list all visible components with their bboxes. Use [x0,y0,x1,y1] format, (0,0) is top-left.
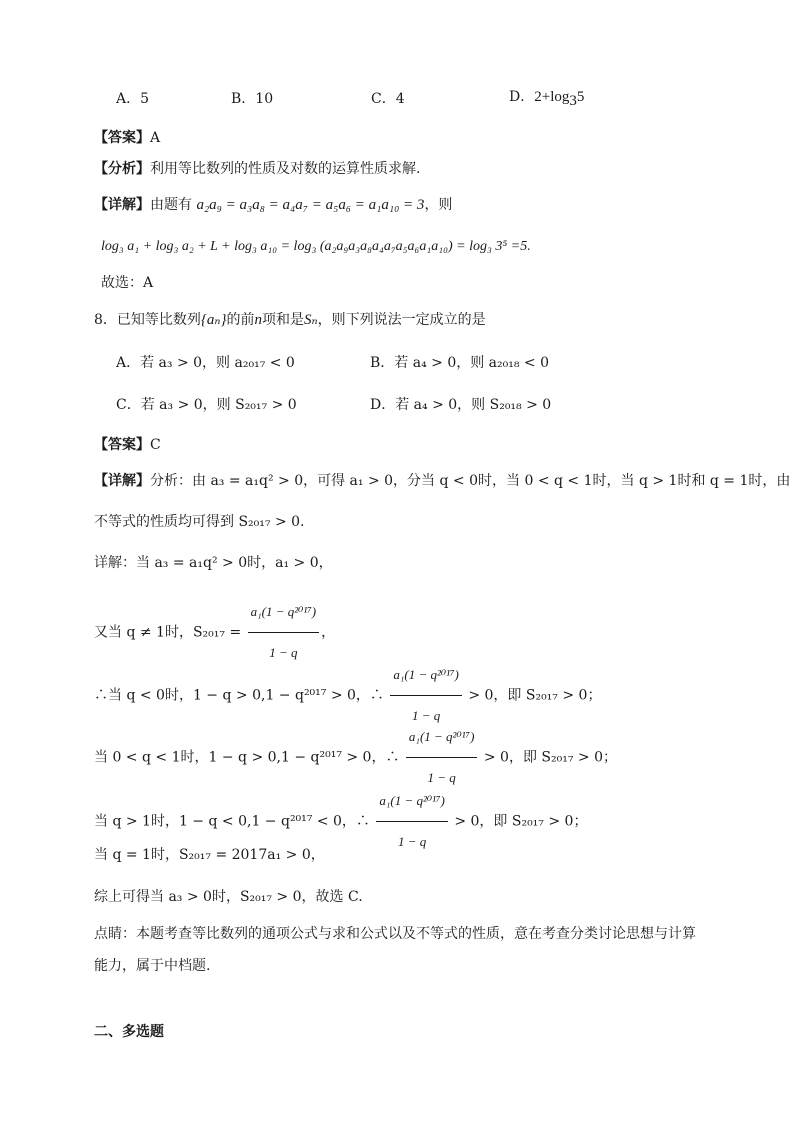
q7-log-equation: log₃ a₁ + log₃ a₂ + L + log₃ a₁₀ = log₃ (a₂a₉a₃a₈a₄a₇a₅a₆a₁a₁₀) = log₃ 3⁵ =5. [101,239,531,254]
fraction-numerator: a₁(1 − q²⁰¹⁷) [248,594,319,633]
q7-option-a: A．5 [116,91,150,107]
q7-analysis [94,160,420,178]
fraction-numerator: a₁(1 − q²⁰¹⁷) [376,783,447,822]
q7-option-d-sub: 3 [569,92,577,109]
q7-option-d-math: 2+log [534,89,570,105]
line6-pre: 当 0 < q < 1时，1 − q > 0,1 − q²⁰¹⁷ > 0，∴ [94,749,400,766]
answer-tag: 【答案】 [94,130,150,146]
detail-intro: 由题有 [150,197,192,213]
line7-post: > 0，即 S₂₀₁₇ > 0； [454,813,588,830]
q8-detail-3: 详解：当 a₃ = a₁q² > 0时，a₁ > 0， [94,555,333,571]
fraction-denominator: 1 − q [397,834,427,849]
q8-detail-2: 不等式的性质均可得到 S₂₀₁₇ > 0. [94,514,305,530]
q8-option-b: B．若 a₄ > 0，则 a₂₀₁₈ < 0 [370,355,550,371]
q8-comment-1: 点睛：本题考查等比数列的通项公式与求和公式以及不等式的性质，意在考查分类讨论思想与计算 [94,926,696,942]
q8-comment-2: 能力，属于中档题. [94,958,211,974]
q8-stem-n: n [254,312,262,328]
fraction-denominator: 1 − q [411,708,441,723]
q8-stem-b: 的前 [226,312,255,328]
analysis-tag: 【分析】 [94,161,150,177]
line5-post: > 0，即 S₂₀₁₇ > 0； [468,687,602,704]
q7-option-b: B．10 [231,91,274,107]
q7-detail [94,196,452,214]
detail-tag: 【详解】 [94,473,150,489]
line6-post: > 0，即 S₂₀₁₇ > 0； [483,749,617,766]
line4-pre: 又当 q ≠ 1时，S₂₀₁₇ = [94,624,242,641]
section-title: 二、多选题 [94,1024,164,1040]
q8-option-c: C．若 a₃ > 0，则 S₂₀₁₇ > 0 [116,397,297,413]
sum-formula-fraction [376,783,447,860]
q8-detail-1 [94,472,790,490]
q8-stem-s: Sₙ [304,312,318,328]
q7-option-d-label: D． [509,89,535,105]
answer-value: C [150,437,161,453]
fraction-denominator: 1 − q [269,645,298,660]
detail-equation: a₂a₉ = a₃a₈ = a₄a₇ = a₅a₆ = a₁a₁₀ = 3 [196,197,425,213]
q8-stem-a: 8．已知等比数列 [94,312,201,328]
q7-choose: 故选：A [101,275,154,291]
analysis-text: 利用等比数列的性质及对数的运算性质求解. [150,161,421,177]
detail-text: 分析：由 a₃ = a₁q² > 0，可得 a₁ > 0，分当 q < 0时，当 0 < q < 1时，当 q > 1时和 q = 1时，由 [150,473,791,489]
q8-stem-d: ，则下列说法一定成立的是 [317,312,486,328]
detail-then: ，则 [424,197,453,213]
q8-line-8: 当 q = 1时，S₂₀₁₇ = 2017a₁ > 0， [94,847,325,863]
fraction-denominator: 1 − q [427,770,456,785]
fraction-numerator: a₁(1 − q²⁰¹⁷) [406,719,477,758]
answer-tag: 【答案】 [94,437,150,453]
q8-answer [94,436,161,454]
line4-post: ， [321,624,336,641]
q8-line-9: 综上可得当 a₃ > 0时，S₂₀₁₇ > 0，故选 C. [94,889,363,905]
q7-option-c: C．4 [371,91,405,107]
line5-pre: ∴当 q < 0时，1 − q > 0,1 − q²⁰¹⁷ > 0，∴ [94,687,384,704]
q8-stem-c: 项和是 [262,312,304,328]
q7-option-d [509,88,584,110]
q7-answer [94,129,160,147]
q8-option-a: A．若 a₃ > 0，则 a₂₀₁₇ < 0 [116,355,295,371]
q7-option-d-tail: 5 [576,89,585,105]
detail-tag: 【详解】 [94,197,150,213]
answer-value: A [150,130,161,146]
fraction-numerator: a₁(1 − q²⁰¹⁷) [390,657,461,696]
q8-option-d: D．若 a₄ > 0，则 S₂₀₁₈ > 0 [370,397,552,413]
q8-stem [94,311,486,329]
q8-stem-seq: {aₙ} [200,312,227,328]
line7-pre: 当 q > 1时，1 − q < 0,1 − q²⁰¹⁷ < 0，∴ [94,813,370,830]
